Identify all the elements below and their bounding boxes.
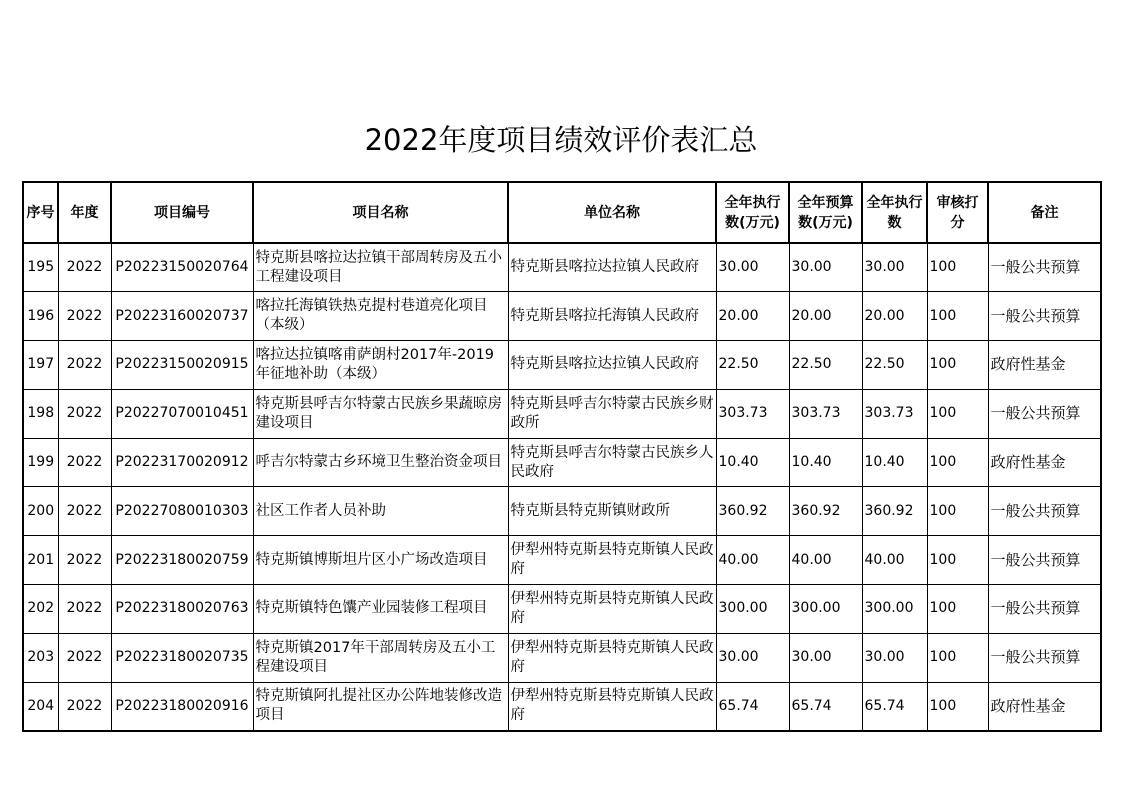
table-row: [23, 585, 1101, 634]
cell-annual-execution-count: 303.73: [862, 389, 927, 438]
cell-annual-budget: 30.00: [789, 243, 862, 292]
cell-annual-execution: 20.00: [716, 292, 789, 341]
cell-review-score: 100: [927, 438, 988, 487]
cell-annual-execution-count: 20.00: [862, 292, 927, 341]
header-review-score: 审核打分: [927, 182, 988, 243]
cell-remark: 一般公共预算: [988, 536, 1101, 585]
cell-annual-execution-count: 30.00: [862, 243, 927, 292]
header-project-code: 项目编号: [111, 182, 253, 243]
cell-remark: 政府性基金: [988, 341, 1101, 390]
cell-project-name: 社区工作者人员补助: [253, 487, 508, 536]
header-annual-budget: 全年预算数(万元): [789, 182, 862, 243]
cell-year: 2022: [58, 389, 111, 438]
cell-year: 2022: [58, 585, 111, 634]
header-annual-execution: 全年执行数(万元): [716, 182, 789, 243]
cell-review-score: 100: [927, 487, 988, 536]
cell-remark: 一般公共预算: [988, 292, 1101, 341]
header-unit-name: 单位名称: [508, 182, 716, 243]
cell-annual-budget: 303.73: [789, 389, 862, 438]
cell-annual-execution: 360.92: [716, 487, 789, 536]
cell-review-score: 100: [927, 389, 988, 438]
table-row: [23, 633, 1101, 682]
cell-project-code: P20227070010451: [111, 389, 253, 438]
cell-project-name: 特克斯镇特色馕产业园装修工程项目: [253, 585, 508, 634]
cell-review-score: 100: [927, 682, 988, 731]
header-annual-execution-count: 全年执行数: [862, 182, 927, 243]
cell-no: 202: [23, 585, 58, 634]
cell-unit-name: 特克斯县特克斯镇财政所: [508, 487, 716, 536]
cell-project-code: P20227080010303: [111, 487, 253, 536]
cell-unit-name: 特克斯县喀拉达拉镇人民政府: [508, 341, 716, 390]
cell-unit-name: 伊犁州特克斯县特克斯镇人民政府: [508, 585, 716, 634]
cell-review-score: 100: [927, 585, 988, 634]
cell-year: 2022: [58, 438, 111, 487]
cell-remark: 一般公共预算: [988, 389, 1101, 438]
table-row: [23, 487, 1101, 536]
cell-remark: 政府性基金: [988, 438, 1101, 487]
cell-annual-budget: 65.74: [789, 682, 862, 731]
table-row: [23, 389, 1101, 438]
cell-annual-budget: 300.00: [789, 585, 862, 634]
cell-annual-execution: 303.73: [716, 389, 789, 438]
table-row: [23, 292, 1101, 341]
table-row: [23, 341, 1101, 390]
cell-project-name: 特克斯县呼吉尔特蒙古民族乡果蔬晾房建设项目: [253, 389, 508, 438]
table-header-row: [23, 182, 1101, 243]
cell-unit-name: 特克斯县喀拉托海镇人民政府: [508, 292, 716, 341]
cell-annual-execution-count: 30.00: [862, 633, 927, 682]
cell-annual-budget: 360.92: [789, 487, 862, 536]
cell-year: 2022: [58, 243, 111, 292]
cell-annual-budget: 40.00: [789, 536, 862, 585]
cell-project-name: 特克斯镇阿扎提社区办公阵地装修改造项目: [253, 682, 508, 731]
header-remark: 备注: [988, 182, 1101, 243]
cell-project-name: 喀拉达拉镇喀甫萨朗村2017年-2019年征地补助（本级）: [253, 341, 508, 390]
cell-project-code: P20223150020764: [111, 243, 253, 292]
cell-unit-name: 伊犁州特克斯县特克斯镇人民政府: [508, 682, 716, 731]
cell-unit-name: 伊犁州特克斯县特克斯镇人民政府: [508, 633, 716, 682]
table-body: [23, 243, 1101, 731]
cell-no: 199: [23, 438, 58, 487]
cell-unit-name: 特克斯县呼吉尔特蒙古民族乡人民政府: [508, 438, 716, 487]
cell-remark: 政府性基金: [988, 682, 1101, 731]
cell-project-code: P20223180020763: [111, 585, 253, 634]
cell-annual-execution: 10.40: [716, 438, 789, 487]
cell-year: 2022: [58, 682, 111, 731]
cell-year: 2022: [58, 487, 111, 536]
cell-project-code: P20223170020912: [111, 438, 253, 487]
header-project-name: 项目名称: [253, 182, 508, 243]
cell-year: 2022: [58, 536, 111, 585]
cell-annual-budget: 20.00: [789, 292, 862, 341]
cell-annual-execution: 40.00: [716, 536, 789, 585]
cell-annual-execution: 65.74: [716, 682, 789, 731]
cell-remark: 一般公共预算: [988, 487, 1101, 536]
cell-annual-execution-count: 10.40: [862, 438, 927, 487]
table-row: [23, 438, 1101, 487]
cell-annual-budget: 10.40: [789, 438, 862, 487]
cell-no: 204: [23, 682, 58, 731]
cell-remark: 一般公共预算: [988, 243, 1101, 292]
cell-project-name: 呼吉尔特蒙古乡环境卫生整治资金项目: [253, 438, 508, 487]
cell-annual-budget: 30.00: [789, 633, 862, 682]
table-row: [23, 243, 1101, 292]
cell-project-name: 特克斯县喀拉达拉镇干部周转房及五小工程建设项目: [253, 243, 508, 292]
table-row: [23, 536, 1101, 585]
cell-project-code: P20223180020735: [111, 633, 253, 682]
cell-no: 196: [23, 292, 58, 341]
cell-project-name: 特克斯镇博斯坦片区小广场改造项目: [253, 536, 508, 585]
cell-review-score: 100: [927, 633, 988, 682]
cell-annual-budget: 22.50: [789, 341, 862, 390]
cell-year: 2022: [58, 341, 111, 390]
cell-review-score: 100: [927, 243, 988, 292]
cell-project-name: 喀拉托海镇铁热克提村巷道亮化项目（本级）: [253, 292, 508, 341]
cell-review-score: 100: [927, 341, 988, 390]
cell-no: 198: [23, 389, 58, 438]
cell-unit-name: 特克斯县喀拉达拉镇人民政府: [508, 243, 716, 292]
cell-unit-name: 伊犁州特克斯县特克斯镇人民政府: [508, 536, 716, 585]
cell-project-code: P20223180020916: [111, 682, 253, 731]
cell-annual-execution-count: 360.92: [862, 487, 927, 536]
cell-annual-execution: 30.00: [716, 633, 789, 682]
cell-annual-execution-count: 300.00: [862, 585, 927, 634]
cell-project-code: P20223150020915: [111, 341, 253, 390]
cell-year: 2022: [58, 292, 111, 341]
header-no: 序号: [23, 182, 58, 243]
cell-no: 200: [23, 487, 58, 536]
summary-table: [22, 181, 1102, 732]
page-title: 2022年度项目绩效评价表汇总: [364, 123, 758, 157]
table-row: [23, 682, 1101, 731]
cell-project-code: P20223180020759: [111, 536, 253, 585]
cell-project-code: P20223160020737: [111, 292, 253, 341]
cell-no: 203: [23, 633, 58, 682]
cell-annual-execution-count: 40.00: [862, 536, 927, 585]
cell-annual-execution-count: 65.74: [862, 682, 927, 731]
cell-no: 197: [23, 341, 58, 390]
cell-annual-execution: 300.00: [716, 585, 789, 634]
cell-annual-execution: 22.50: [716, 341, 789, 390]
cell-no: 195: [23, 243, 58, 292]
cell-unit-name: 特克斯县呼吉尔特蒙古民族乡财政所: [508, 389, 716, 438]
cell-annual-execution-count: 22.50: [862, 341, 927, 390]
cell-year: 2022: [58, 633, 111, 682]
cell-remark: 一般公共预算: [988, 585, 1101, 634]
cell-annual-execution: 30.00: [716, 243, 789, 292]
cell-remark: 一般公共预算: [988, 633, 1101, 682]
cell-review-score: 100: [927, 536, 988, 585]
cell-no: 201: [23, 536, 58, 585]
header-year: 年度: [58, 182, 111, 243]
cell-project-name: 特克斯镇2017年干部周转房及五小工程建设项目: [253, 633, 508, 682]
cell-review-score: 100: [927, 292, 988, 341]
